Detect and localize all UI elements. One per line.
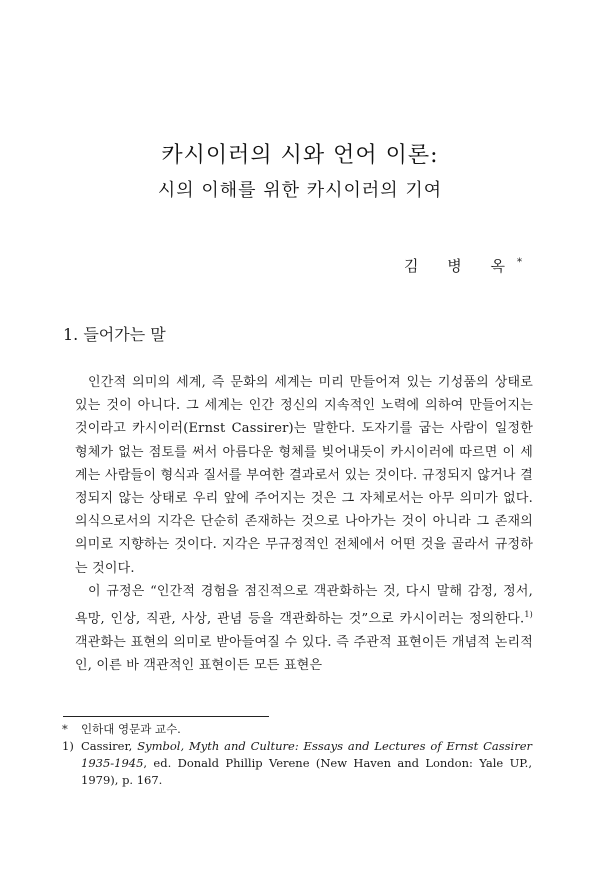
paper-subtitle: 시의 이해를 위한 카시이러의 기여: [157, 180, 443, 201]
footnotes: [62, 721, 532, 789]
section-heading: 1. 들어가는 말: [63, 325, 166, 344]
author-name: [404, 255, 522, 276]
paragraph-2-part-a: 이 규정은 “인간적 경험을 점진적으로 객관화하는 것, 다시 말해 감정, 정서, 욕망, 인상, 직관, 사상, 관념 등을 객관화하는 것”으로 카시이러는 정의한다.: [75, 583, 533, 627]
footnote-1-author: Cassirer,: [81, 739, 138, 753]
paragraph-2-part-b: 객관화는 표현의 의미로 받아들여질 수 있다. 즉 주관적 표현이든 개념적 논리적인, 이른 바 객관적인 표현이든 모든 표현은: [75, 634, 533, 673]
footnote-1-text: [81, 738, 532, 789]
author-name-text: 김 병 옥: [403, 257, 517, 275]
paragraph-1: 인간적 의미의 세계, 즉 문화의 세계는 미리 만들어져 있는 기성품의 상태로 있는 것이 아니다. 그 세계는 인간 정신의 지속적인 노력에 의하여 만들어지는 것이라고 카시이러(Ernst Cassirer)는 말한다. 도자기를 굽는 사람이 일정한 형체가 없는 점토를 써서 아름다운 형체를 빚어내듯이 카시이러에 따르면 이 세계는 사람들이 형식과 질서를 부여한 결과로서 있는 것이다. 규정되지 않거나 결정되지 않는 상태로 우리 앞에 주어지는 것은 그 자체로서는 아무 의미가 없다. 의식으로서의 지각은 단순히 존재하는 것으로 나아가는 것이 아니라 그 존재의 의미로 지향하는 것이다. 지각은 무규정적인 전체에서 어떤 것을 골라서 규정하는 것이다.: [75, 375, 533, 576]
footnote-star-mark: *: [62, 722, 68, 736]
footnote-1-mark: 1): [62, 739, 74, 753]
footnote-divider: [63, 716, 269, 717]
author-footnote-mark: *: [517, 257, 522, 268]
footnote-reference-1: 1): [524, 610, 533, 620]
footnote-star-text: 인하대 영문과 교수.: [81, 722, 181, 736]
footnote-star: [62, 721, 532, 738]
footnote-1: [62, 738, 532, 789]
body-text: [75, 371, 533, 677]
paragraph-2: [75, 580, 533, 677]
footnote-1-details: , ed. Donald Phillip Verene (New Haven and London: Yale UP., 1979), p. 167.: [81, 756, 532, 787]
footnote-1-book-title: Symbol, Myth and Culture: Essays and Lectures of Ernst Cassirer 1935-1945: [81, 739, 533, 770]
paper-title: 카시이러의 시와 언어 이론:: [161, 143, 439, 168]
